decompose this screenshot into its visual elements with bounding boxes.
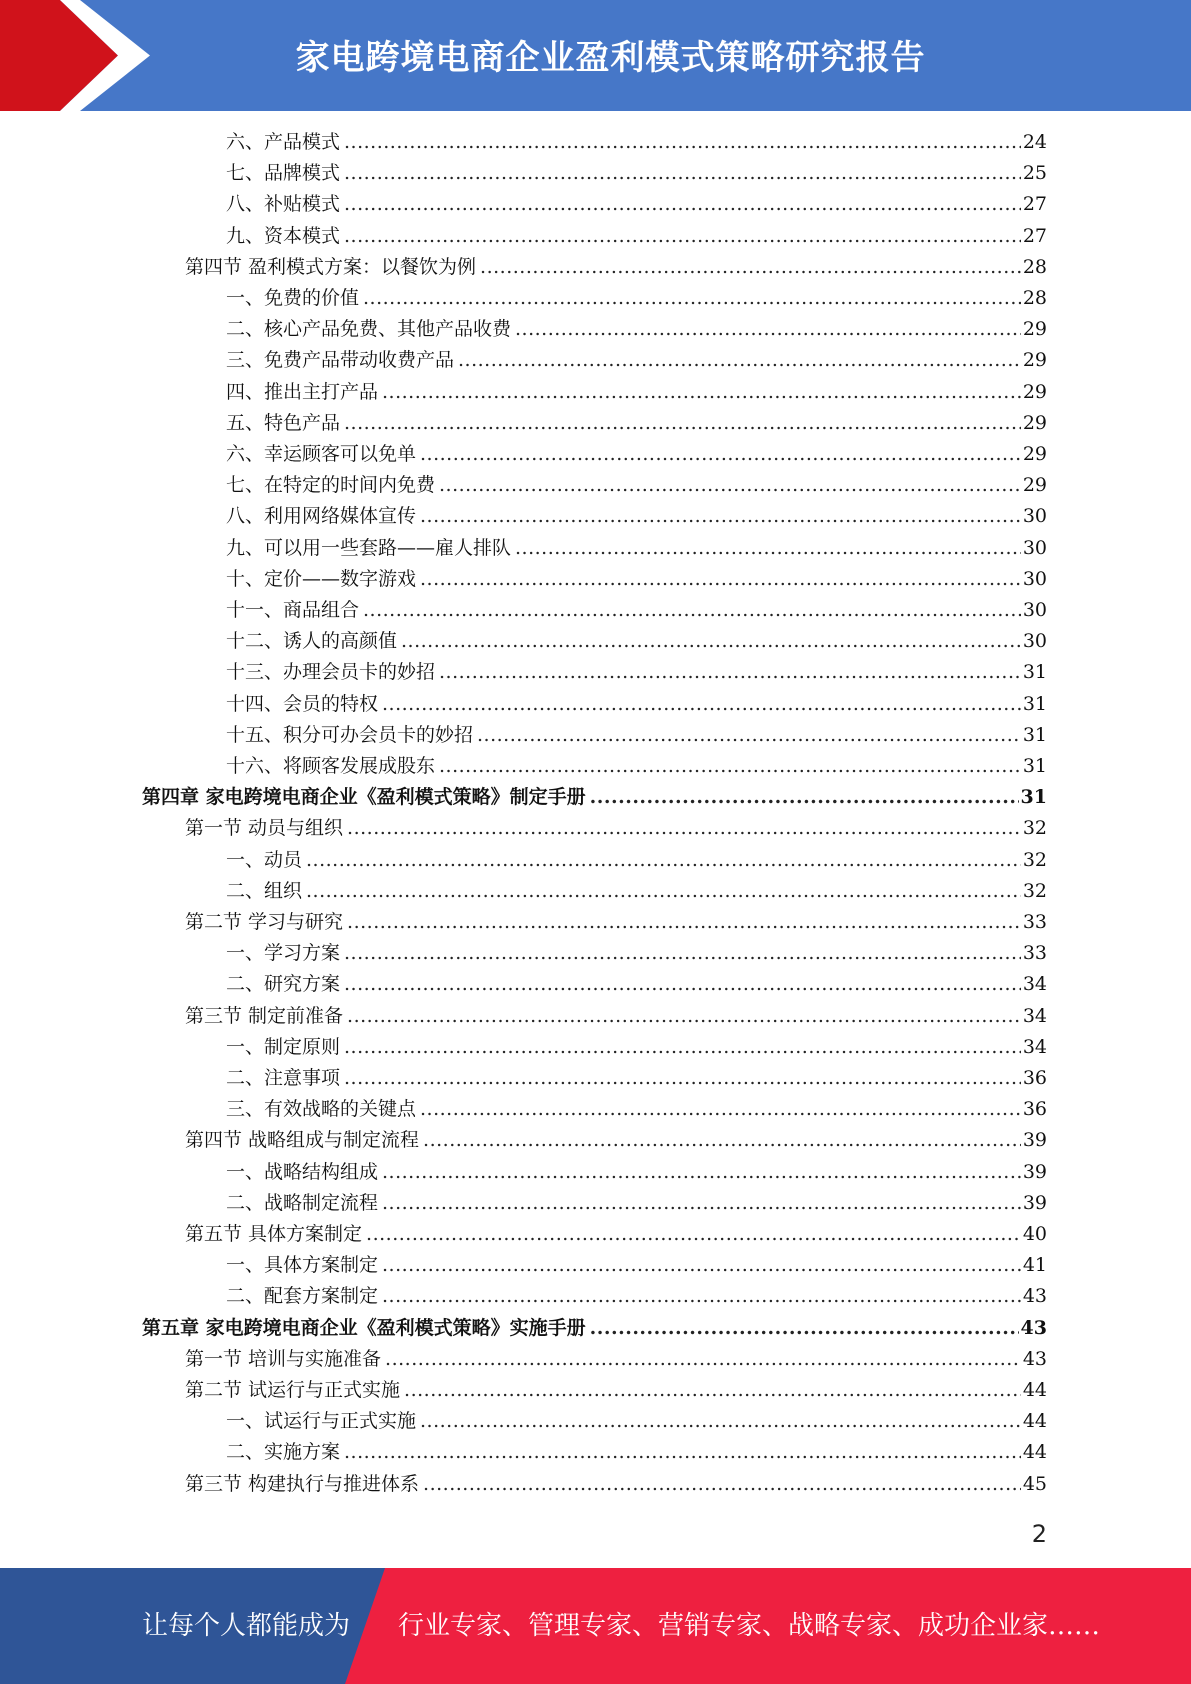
footer-slogan-left: 让每个人都能成为 <box>142 1611 351 1641</box>
toc-dot-leader <box>344 1437 1021 1468</box>
toc-dot-leader <box>477 720 1021 751</box>
toc-entry-page: 30 <box>1022 567 1047 590</box>
toc-item-row[interactable] <box>226 470 1047 501</box>
toc-entry-page: 36 <box>1022 1067 1047 1089</box>
toc-entry-page: 27 <box>1022 224 1047 247</box>
toc-dot-leader <box>439 751 1021 782</box>
toc-entry-page: 31 <box>1022 723 1047 746</box>
toc-item-row[interactable] <box>226 1157 1047 1188</box>
toc-item-row[interactable] <box>226 626 1047 657</box>
toc-section-row[interactable] <box>185 1344 1047 1375</box>
toc-entry-page: 34 <box>1022 973 1047 996</box>
toc-item-row[interactable] <box>226 1094 1047 1125</box>
toc-item-row[interactable] <box>226 1063 1047 1094</box>
toc-entry-page: 34 <box>1022 1035 1047 1058</box>
toc-entry-title: 二、注意事项 <box>226 1067 341 1089</box>
toc-item-row[interactable] <box>226 283 1047 314</box>
toc-entry-page: 34 <box>1022 1004 1047 1027</box>
toc-entry-page: 33 <box>1022 911 1047 933</box>
toc-entry-title: 九、资本模式 <box>226 224 341 247</box>
toc-entry-title: 第三节 制定前准备 <box>185 1004 344 1027</box>
toc-entry-title: 六、产品模式 <box>226 131 341 153</box>
toc-dot-leader <box>347 907 1021 938</box>
toc-entry-page: 43 <box>1022 1285 1047 1308</box>
toc-dot-leader <box>423 1469 1021 1500</box>
toc-dot-leader <box>344 127 1021 158</box>
toc-entry-page: 24 <box>1022 131 1047 153</box>
toc-item-row[interactable] <box>226 221 1047 252</box>
toc-item-row[interactable] <box>226 1281 1047 1312</box>
toc-dot-leader <box>344 1063 1021 1094</box>
toc-entry-title: 一、制定原则 <box>226 1035 341 1058</box>
toc-entry-page: 28 <box>1022 255 1047 278</box>
toc-item-row[interactable] <box>226 189 1047 220</box>
toc-dot-leader <box>344 1032 1021 1063</box>
toc-entry-title: 二、组织 <box>226 879 303 902</box>
toc-item-row[interactable] <box>226 439 1047 470</box>
toc-item-row[interactable] <box>226 969 1047 1000</box>
toc-entry-page: 32 <box>1022 848 1047 871</box>
toc-section-row[interactable] <box>185 1469 1047 1500</box>
toc-entry-title: 第一节 培训与实施准备 <box>185 1347 382 1370</box>
toc-dot-leader <box>590 782 1019 813</box>
toc-item-row[interactable] <box>226 1250 1047 1281</box>
toc-item-row[interactable] <box>226 657 1047 688</box>
toc-entry-title: 第二节 学习与研究 <box>185 911 344 933</box>
toc-dot-leader <box>420 501 1021 532</box>
toc-entry-page: 30 <box>1022 599 1047 621</box>
toc-dot-leader <box>590 1313 1019 1344</box>
toc-entry-title: 一、战略结构组成 <box>226 1160 379 1183</box>
toc-item-row[interactable] <box>226 595 1047 626</box>
toc-dot-leader <box>420 1406 1021 1437</box>
toc-entry-page: 36 <box>1022 1098 1047 1121</box>
toc-entry-title: 第五章 家电跨境电商企业《盈利模式策略》实施手册 <box>142 1316 586 1339</box>
toc-entry-title: 三、免费产品带动收费产品 <box>226 349 455 372</box>
toc-entry-title: 十二、诱人的高颜值 <box>226 630 398 653</box>
toc-item-row[interactable] <box>226 1188 1047 1219</box>
toc-entry-title: 二、实施方案 <box>226 1441 341 1464</box>
toc-item-row[interactable] <box>226 564 1047 595</box>
toc-entry-page: 33 <box>1022 942 1047 965</box>
toc-dot-leader <box>344 969 1021 1000</box>
toc-item-row[interactable] <box>226 408 1047 439</box>
toc-entry-title: 十六、将顾客发展成股东 <box>226 755 436 777</box>
toc-item-row[interactable] <box>226 1032 1047 1063</box>
toc-entry-page: 45 <box>1022 1472 1047 1495</box>
page-number: 2 <box>1031 1520 1047 1548</box>
toc-section-row[interactable] <box>185 1219 1047 1250</box>
toc-entry-title: 七、品牌模式 <box>226 162 341 185</box>
toc-item-row[interactable] <box>226 501 1047 532</box>
toc-entry-title: 八、利用网络媒体宣传 <box>226 505 417 528</box>
toc-item-row[interactable] <box>226 876 1047 907</box>
toc-item-row[interactable] <box>226 845 1047 876</box>
toc-section-row[interactable] <box>185 907 1047 938</box>
toc-entry-page: 28 <box>1022 287 1047 309</box>
toc-dot-leader <box>344 408 1021 439</box>
toc-entry-title: 一、免费的价值 <box>226 287 360 309</box>
toc-dot-leader <box>401 626 1021 657</box>
toc-entry-title: 三、有效战略的关键点 <box>226 1098 417 1121</box>
toc-entry-page: 30 <box>1022 630 1047 653</box>
page-title: 家电跨境电商企业盈利模式策略研究报告 <box>295 38 926 78</box>
toc-entry-title: 二、配套方案制定 <box>226 1285 379 1308</box>
toc-item-row[interactable] <box>226 127 1047 158</box>
toc-dot-leader <box>404 1375 1021 1406</box>
toc-entry-page: 39 <box>1022 1191 1047 1214</box>
toc-entry-page: 31 <box>1022 692 1047 715</box>
toc-item-row[interactable] <box>226 938 1047 969</box>
toc-entry-title: 十五、积分可办会员卡的妙招 <box>226 723 474 746</box>
toc-entry-title: 六、幸运顾客可以免单 <box>226 443 417 465</box>
toc-entry-title: 五、特色产品 <box>226 411 341 434</box>
toc-entry-title: 二、核心产品免费、其他产品收费 <box>226 318 512 341</box>
toc-entry-page: 29 <box>1022 349 1047 372</box>
toc-entry-page: 44 <box>1022 1410 1047 1433</box>
toc-entry-title: 第三节 构建执行与推进体系 <box>185 1472 420 1495</box>
toc-dot-leader <box>382 1157 1021 1188</box>
toc-entry-title: 四、推出主打产品 <box>226 380 379 403</box>
toc-dot-leader <box>439 657 1021 688</box>
toc-entry-page: 32 <box>1022 879 1047 902</box>
toc-entry-title: 十四、会员的特权 <box>226 692 379 715</box>
toc-dot-leader <box>515 314 1021 345</box>
toc-entry-title: 一、试运行与正式实施 <box>226 1410 417 1433</box>
toc-dot-leader <box>363 595 1021 626</box>
toc-entry-title: 一、学习方案 <box>226 942 341 965</box>
toc-item-row[interactable] <box>226 720 1047 751</box>
toc-entry-title: 第四节 盈利模式方案：以餐饮为例 <box>185 255 477 278</box>
toc-dot-leader <box>439 470 1021 501</box>
toc-dot-leader <box>423 1125 1021 1156</box>
toc-entry-title: 十一、商品组合 <box>226 599 360 621</box>
toc-entry-page: 31 <box>1022 661 1047 684</box>
toc-dot-leader <box>382 1250 1021 1281</box>
toc-entry-page: 29 <box>1022 380 1047 403</box>
toc-entry-page: 40 <box>1022 1223 1047 1245</box>
toc-item-row[interactable] <box>226 533 1047 564</box>
footer-slogan-right: 行业专家、管理专家、营销专家、战略专家、成功企业家…… <box>398 1611 1101 1641</box>
toc-section-row[interactable] <box>185 1125 1047 1156</box>
toc-section-row[interactable] <box>185 813 1047 844</box>
toc-item-row[interactable] <box>226 689 1047 720</box>
toc-chapter-row[interactable] <box>142 1313 1047 1344</box>
toc-dot-leader <box>420 1094 1021 1125</box>
toc-dot-leader <box>382 377 1021 408</box>
toc-dot-leader <box>515 533 1021 564</box>
toc-entry-title: 一、动员 <box>226 848 303 871</box>
toc-entry-page: 25 <box>1022 162 1047 185</box>
toc-entry-title: 第一节 动员与组织 <box>185 817 344 840</box>
toc-entry-page: 44 <box>1022 1441 1047 1464</box>
toc-entry-title: 第四节 战略组成与制定流程 <box>185 1129 420 1152</box>
toc-entry-page: 32 <box>1022 817 1047 840</box>
toc-section-row[interactable] <box>185 252 1047 283</box>
toc-dot-leader <box>385 1344 1021 1375</box>
toc-entry-title: 十、定价——数字游戏 <box>226 567 417 590</box>
toc-entry-page: 41 <box>1022 1254 1047 1277</box>
toc-dot-leader <box>306 876 1021 907</box>
toc-item-row[interactable] <box>226 345 1047 376</box>
toc-item-row[interactable] <box>226 377 1047 408</box>
toc-dot-leader <box>382 1188 1021 1219</box>
toc-entry-title: 八、补贴模式 <box>226 193 341 216</box>
toc-entry-page: 39 <box>1022 1129 1047 1152</box>
page-header <box>0 0 1191 111</box>
toc-entry-title: 第二节 试运行与正式实施 <box>185 1379 401 1401</box>
toc-dot-leader <box>382 1281 1021 1312</box>
toc-dot-leader <box>347 1001 1021 1032</box>
toc-entry-page: 30 <box>1022 505 1047 528</box>
toc-entry-page: 43 <box>1022 1347 1047 1370</box>
toc-entry-title: 九、可以用一些套路——雇人排队 <box>226 536 512 559</box>
toc-entry-page: 44 <box>1022 1379 1047 1401</box>
toc-item-row[interactable] <box>226 1437 1047 1468</box>
page-footer <box>0 1568 1191 1684</box>
toc-entry-page: 31 <box>1022 755 1047 777</box>
toc-entry-page: 29 <box>1022 318 1047 341</box>
toc-entry-page: 31 <box>1020 786 1047 809</box>
toc-entry-title: 第五节 具体方案制定 <box>185 1223 363 1245</box>
toc-item-row[interactable] <box>226 158 1047 189</box>
toc-entry-title: 二、战略制定流程 <box>226 1191 379 1214</box>
toc-chapter-row[interactable] <box>142 782 1047 813</box>
toc-entry-page: 39 <box>1022 1160 1047 1183</box>
toc-entry-title: 十三、办理会员卡的妙招 <box>226 661 436 684</box>
toc-section-row[interactable] <box>185 1375 1047 1406</box>
toc-entry-page: 30 <box>1022 536 1047 559</box>
toc-dot-leader <box>344 189 1021 220</box>
toc-item-row[interactable] <box>226 1406 1047 1437</box>
toc-dot-leader <box>344 938 1021 969</box>
toc-dot-leader <box>344 158 1021 189</box>
toc-entry-page: 29 <box>1022 443 1047 465</box>
toc-dot-leader <box>306 845 1021 876</box>
toc-entry-page: 29 <box>1022 474 1047 497</box>
toc-item-row[interactable] <box>226 751 1047 782</box>
toc-item-row[interactable] <box>226 314 1047 345</box>
toc-dot-leader <box>420 439 1021 470</box>
toc-dot-leader <box>420 564 1021 595</box>
toc-dot-leader <box>382 689 1021 720</box>
toc-entry-title: 一、具体方案制定 <box>226 1254 379 1277</box>
toc-entry-title: 七、在特定的时间内免费 <box>226 474 436 497</box>
toc-entry-page: 43 <box>1020 1316 1047 1339</box>
toc-entry-page: 29 <box>1022 411 1047 434</box>
toc-section-row[interactable] <box>185 1001 1047 1032</box>
toc-entry-title: 二、研究方案 <box>226 973 341 996</box>
toc-dot-leader <box>363 283 1021 314</box>
toc-dot-leader <box>480 252 1021 283</box>
toc-entry-title: 第四章 家电跨境电商企业《盈利模式策略》制定手册 <box>142 786 586 809</box>
toc-dot-leader <box>366 1219 1021 1250</box>
toc-dot-leader <box>458 345 1021 376</box>
toc-dot-leader <box>347 813 1021 844</box>
toc-dot-leader <box>344 221 1021 252</box>
toc-entry-page: 27 <box>1022 193 1047 216</box>
